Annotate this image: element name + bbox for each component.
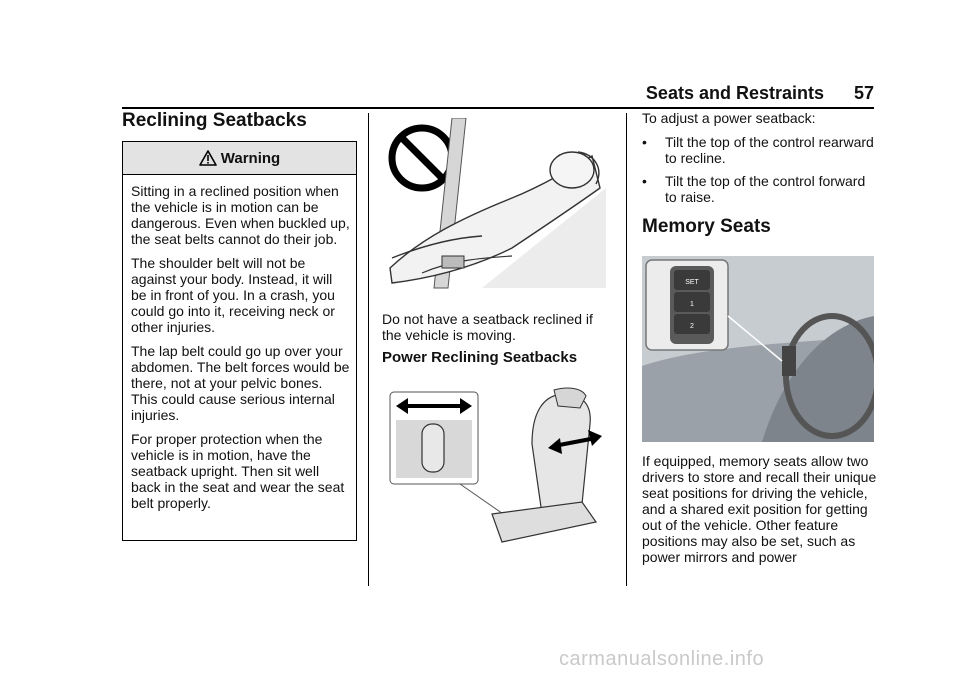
warning-paragraph: The lap belt could go up over your abdomen. The belt forces would be there, not at your pelvic bones. This could cause serious internal injuries. <box>131 343 350 423</box>
reclining-seatbacks-heading: Reclining Seatbacks <box>122 110 307 131</box>
memory-seats-body-wrap <box>642 453 882 565</box>
set-button-label: SET <box>685 279 699 286</box>
warning-paragraph: For proper protection when the vehicle is in motion, have the seatback upright. Then sit well back in the seat and wear the seat belt properly. <box>131 431 345 511</box>
bullet-text: Tilt the top of the control forward to raise. <box>665 173 866 205</box>
list-item <box>642 134 882 168</box>
memory-seats-body: If equipped, memory seats allow two drivers to store and recall their unique seat positions for driving the vehicle, and a shared exit position for getting out of the vehicle. Other feature positions may also be set, such as power mirrors and power <box>642 453 877 565</box>
memory-seats-heading: Memory Seats <box>642 216 771 237</box>
column-divider-2 <box>626 113 627 586</box>
warning-label: Warning <box>220 149 281 167</box>
warning-triangle-icon <box>199 150 217 166</box>
bullet-mark: • <box>642 134 647 150</box>
warning-paragraph: The shoulder belt will not be against your body. Instead, it will be in front of you. In a crash, you could go into it, receiving neck or other injuries. <box>131 255 335 335</box>
memory-seat-controls-photo <box>642 256 874 442</box>
power-reclining-heading: Power Reclining Seatbacks <box>382 349 578 366</box>
right-column <box>642 110 882 126</box>
memory-1-label: 1 <box>690 301 694 308</box>
prohibition-icon <box>392 128 452 188</box>
power-reclining-heading-wrap <box>382 349 622 366</box>
middle-column <box>382 311 612 343</box>
watermark: carmanualsonline.info <box>559 648 765 670</box>
memory-seats-heading-wrap <box>642 216 882 238</box>
bullet-mark: • <box>642 173 647 189</box>
adjust-intro: To adjust a power seatback: <box>642 110 816 126</box>
header-rule <box>122 107 874 109</box>
memory-2-label: 2 <box>690 323 694 330</box>
warning-paragraph: Sitting in a reclined position when the vehicle is in motion can be dangerous. Even when buckled up, the seat belts cannot do their job. <box>131 183 350 247</box>
recline-caption: Do not have a seatback reclined if the vehicle is moving. <box>382 311 593 343</box>
list-item <box>642 173 882 207</box>
section-title: Seats and Restraints <box>645 83 824 103</box>
warning-header <box>123 142 356 175</box>
page-number: 57 <box>853 83 874 103</box>
left-column <box>122 110 307 132</box>
reclined-occupant-illustration <box>382 118 606 290</box>
power-seat-illustration <box>382 384 606 552</box>
warning-body <box>123 175 356 511</box>
bullet-text: Tilt the top of the control rearward to recline. <box>665 134 874 166</box>
page-header <box>0 80 960 110</box>
column-divider-1 <box>368 113 369 586</box>
warning-box <box>122 141 357 541</box>
